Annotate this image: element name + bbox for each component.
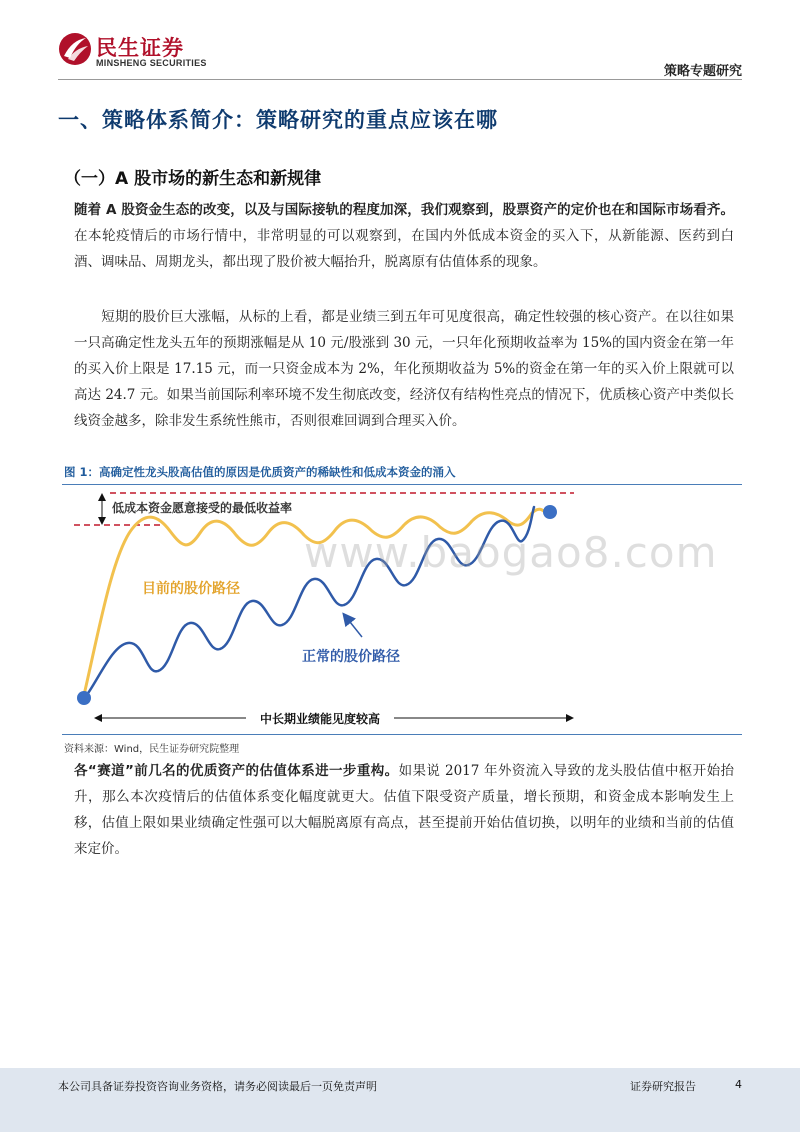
- figure-source: 资料来源：Wind，民生证券研究院整理: [64, 744, 240, 755]
- header-divider: [58, 79, 742, 80]
- paragraph-1-lead: 随着 A 股资金生态的改变，以及与国际接轨的程度加深，我们观察到，股票资产的定价也在和国际市场看齐。: [74, 202, 734, 218]
- horizon-axis-label: 中长期业绩能见度较高: [259, 712, 381, 726]
- subsection-title: （一）A 股市场的新生态和新规律: [64, 169, 322, 189]
- start-dot: [77, 691, 91, 705]
- footer-disclaimer: 本公司具备证券投资咨询业务资格，请务必阅读最后一页免责声明: [58, 1080, 377, 1093]
- paragraph-3: [74, 758, 734, 862]
- end-dot: [543, 505, 557, 519]
- current-path-label: 目前的股价路径: [142, 581, 240, 597]
- minsheng-logo-icon: [58, 32, 92, 66]
- section-title: 一、策略体系简介：策略研究的重点应该在哪: [58, 108, 498, 132]
- paragraph-3-body: 如果说 2017 年外资流入导致的龙头股估值中枢开始抬升，那么本次疫情后的估值体系变化幅度就更大。估值下限受资产质量，增长预期，和资金成本影响发生上移，估值上限如果业绩确定性强可以大幅脱离原有高点，甚至提前开始估值切换，以明年的业绩和当前的估值来定价。: [74, 763, 734, 857]
- stock-path-diagram: [62, 485, 742, 733]
- paragraph-2-body: 短期的股价巨大涨幅，从标的上看，都是业绩三到五年可见度很高，确定性较强的核心资产。在以往如果一只高确定性龙头五年的预期涨幅是从 10 元/股涨到 30 元，一只年化预期收益率为 15%的国内资金在第一年的买入价上限是 17.15 元，而一只资金成本为 2%，年化预期收益为 5%的资金在第一年的买入价上限就可以高达 24.7 元。如果当前国际利率环境不发生彻底改变，经济仅有结构性亮点的情况下，优质核心资产中类似长线资金越多，除非发生系统性熊市，否则很难回调到合理买入价。: [74, 309, 734, 429]
- min-return-label: 低成本资金愿意接受的最低收益率: [112, 501, 293, 515]
- report-type: 策略专题研究: [663, 64, 742, 79]
- figure-diagram: [62, 485, 742, 733]
- normal-path-label: 正常的股价路径: [302, 649, 400, 665]
- page-footer: [0, 1068, 800, 1132]
- paragraph-1: [74, 197, 734, 275]
- paragraph-3-lead: 各“赛道”前几名的优质资产的估值体系进一步重构。: [74, 763, 399, 779]
- page-header: [0, 0, 800, 80]
- footer-label: 证券研究报告: [630, 1080, 696, 1093]
- logo-chinese-name: 民生证券: [96, 36, 184, 60]
- company-logo: [58, 30, 218, 74]
- watermark: www.baogao8.com: [304, 528, 718, 577]
- logo-english-name: MINSHENG SECURITIES: [96, 58, 207, 68]
- paragraph-2: [74, 304, 734, 434]
- normal-path-pointer-arrow: [346, 617, 362, 637]
- page-number: 4: [735, 1078, 742, 1091]
- figure-bottom-rule: [62, 734, 742, 735]
- figure-title: 图 1：高确定性龙头股高估值的原因是优质资产的稀缺性和低成本资金的涌入: [64, 465, 456, 479]
- paragraph-1-body: 在本轮疫情后的市场行情中，非常明显的可以观察到，在国内外低成本资金的买入下，从新能源、医药到白酒、调味品、周期龙头，都出现了股价被大幅抬升，脱离原有估值体系的现象。: [74, 228, 734, 270]
